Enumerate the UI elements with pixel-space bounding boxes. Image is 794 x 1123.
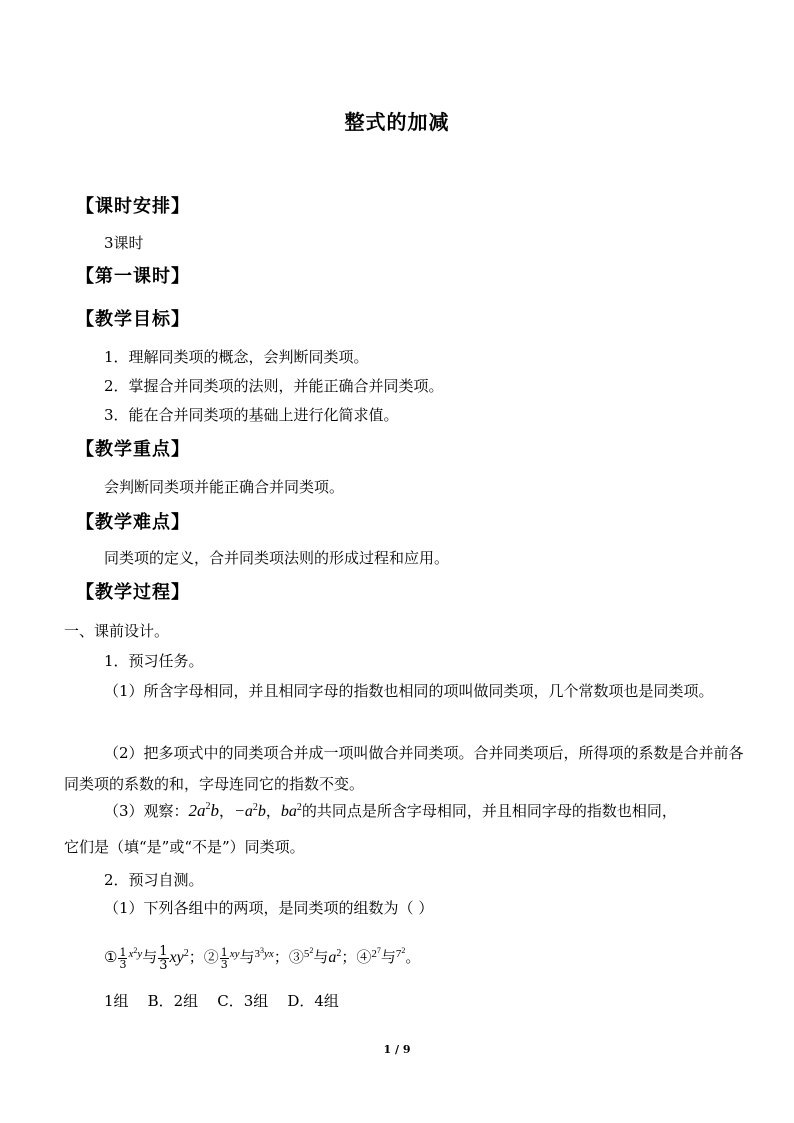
section-heading-difficult: 【教学难点】 [76, 512, 190, 533]
section-heading-goals: 【教学目标】 [76, 309, 190, 330]
term-2a2b: $2a^2b$ [188, 801, 220, 820]
question-1: （1）下列各组中的两项，是同类项的组数为（ ） [104, 899, 434, 917]
marker-3: ③ [288, 948, 304, 966]
preview-item-1: （1）所含字母相同，并且相同字母的指数也相同的项叫做同类项，几个常数项也是同类项。 [104, 682, 714, 700]
fraction-one-third: $\frac{1}{3}$ [159, 943, 168, 973]
term-ba2: $ba^2$ [280, 802, 302, 820]
item3-suffix: 的共同点是所含字母相同，并且相同字母的指数也相同， [301, 802, 677, 820]
term-x2y: x2y [128, 946, 143, 960]
semicolon: ； [273, 948, 289, 966]
question-1-options: 1组 B．2组 C．3组 D．4组 [104, 992, 339, 1010]
difficult-text: 同类项的定义，合并同类项法则的形成过程和应用。 [104, 549, 450, 567]
page-number: 1 / 9 [383, 1043, 411, 1056]
word-and: 与 [313, 948, 329, 966]
section-heading-process: 【教学过程】 [76, 582, 190, 603]
question-1-groups [104, 934, 420, 978]
schedule-text: 3课时 [104, 234, 144, 252]
comma: ， [219, 802, 235, 820]
fraction-one-third: $\frac{1}{3}$ [220, 945, 228, 971]
item3-prefix: （3）观察： [104, 802, 189, 820]
semicolon: ； [341, 948, 357, 966]
fraction-one-third: $\frac{1}{3}$ [119, 945, 127, 971]
preview-task-2: 2．预习自测。 [104, 871, 204, 889]
term-xy2: $xy^2$ [169, 948, 189, 966]
term-xy: xy [229, 948, 240, 960]
goal-item-1: 1．理解同类项的概念，会判断同类项。 [104, 348, 369, 366]
process-part-1: 一、课前设计。 [64, 622, 170, 640]
preview-task-1: 1．预习任务。 [104, 652, 204, 670]
goal-item-2: 2．掌握合并同类项的法则，并能正确合并同类项。 [104, 377, 444, 395]
preview-item-3 [104, 800, 677, 823]
semicolon: ； [188, 948, 204, 966]
word-and: 与 [239, 948, 255, 966]
preview-item-2: （2）把多项式中的同类项合并成一项叫做合并同类项。合并同类项后，所得项的系数是合并前各同类项的系数的和，字母连同它的指数不变。 [64, 744, 744, 793]
word-and: 与 [380, 948, 396, 966]
term-7-2: 72 [395, 946, 406, 960]
goal-item-3: 3．能在合并同类项的基础上进行化简求值。 [104, 406, 399, 424]
section-heading-schedule: 【课时安排】 [76, 196, 190, 217]
marker-1: ① [104, 948, 118, 966]
key-text: 会判断同类项并能正确合并同类项。 [104, 478, 345, 496]
section-heading-key: 【教学重点】 [76, 439, 190, 460]
marker-4: ④ [356, 948, 372, 966]
section-heading-lesson1: 【第一课时】 [76, 266, 190, 287]
marker-2: ② [203, 948, 219, 966]
term-5-squared: 52 [303, 946, 314, 960]
preview-item-3-line2: 它们是（填“是”或“不是”）同类项。 [64, 838, 305, 856]
word-and: 与 [142, 948, 158, 966]
term-2-7: 27 [371, 946, 381, 960]
term-a2: $a^2$ [328, 948, 342, 966]
period: 。 [405, 948, 421, 966]
term-3-3yx: 33yx [254, 946, 274, 960]
page-title: 整式的加减 [344, 110, 450, 134]
term-neg-a2b: $-a^2b$ [234, 802, 266, 820]
comma: ， [265, 802, 281, 820]
